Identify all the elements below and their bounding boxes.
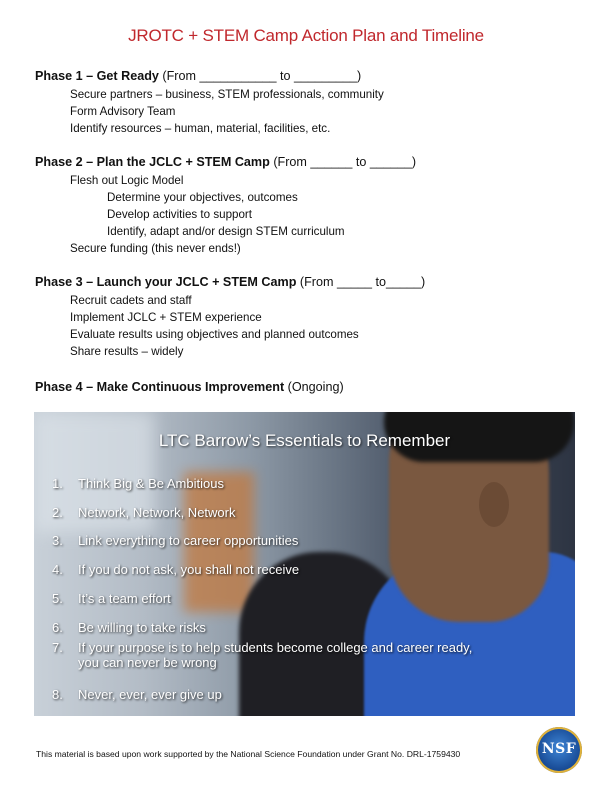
essential-item (52, 591, 171, 606)
essential-text: Be willing to take risks (78, 620, 206, 635)
phase-2-item: Flesh out Logic Model (70, 174, 184, 187)
page-title: JROTC + STEM Camp Action Plan and Timeline (128, 26, 484, 45)
phase-2-subitem: Identify, adapt and/or design STEM curriculum (107, 225, 345, 238)
essential-number: 2. (52, 505, 63, 520)
essential-item (52, 687, 222, 702)
phase-1-range: (From ___________ to _________) (162, 69, 362, 83)
phase-4-range: (Ongoing) (287, 380, 344, 394)
essential-text: Network, Network, Network (78, 505, 236, 520)
essential-item (52, 505, 235, 520)
essential-text-continued: you can never be wrong (78, 655, 217, 670)
phase-3-heading (35, 275, 425, 289)
phase-1-item: Form Advisory Team (70, 105, 176, 118)
footer-note: This material is based upon work supported by the National Science Foundation under Grant No. DRL-1759430 (36, 749, 461, 759)
essentials-panel (34, 412, 575, 716)
essential-number: 3. (52, 533, 63, 548)
phase-4-heading (35, 380, 344, 394)
student-ear (479, 482, 509, 527)
essential-number: 6. (52, 620, 63, 635)
essential-item (52, 476, 224, 491)
essential-number: 8. (52, 687, 63, 702)
phase-3-title: Phase 3 – Launch your JCLC + STEM Camp (35, 275, 297, 289)
essential-text: It’s a team effort (78, 591, 171, 606)
essential-item (52, 533, 298, 548)
phase-2-range: (From ______ to ______) (273, 155, 417, 169)
phase-2-subitem: Develop activities to support (107, 208, 252, 221)
phase-2-title: Phase 2 – Plan the JCLC + STEM Camp (35, 155, 270, 169)
essential-number: 5. (52, 591, 63, 606)
phase-3-item: Recruit cadets and staff (70, 294, 192, 307)
phase-2-heading (35, 155, 416, 169)
phase-3-range: (From _____ to_____) (299, 275, 426, 289)
essential-text: Link everything to career opportunities (78, 533, 299, 548)
phase-1-title: Phase 1 – Get Ready (35, 69, 159, 83)
phase-3-item: Share results – widely (70, 345, 184, 358)
essential-number: 4. (52, 562, 63, 577)
phase-3-item: Evaluate results using objectives and planned outcomes (70, 328, 359, 341)
essential-number: 1. (52, 476, 63, 491)
phase-1-item: Identify resources – human, material, facilities, etc. (70, 122, 331, 135)
phase-3-item: Implement JCLC + STEM experience (70, 311, 262, 324)
essential-text: If you do not ask, you shall not receive (78, 562, 300, 577)
essential-text: Think Big & Be Ambitious (78, 476, 224, 491)
phase-1-item: Secure partners – business, STEM professionals, community (70, 88, 384, 101)
essential-item (52, 640, 472, 670)
essential-number: 7. (52, 640, 63, 655)
phase-4-title: Phase 4 – Make Continuous Improvement (35, 380, 285, 394)
nsf-logo (536, 727, 582, 773)
essential-text: Never, ever, ever give up (78, 687, 222, 702)
phase-2-subitem: Determine your objectives, outcomes (107, 191, 298, 204)
essential-item (52, 562, 299, 577)
essential-text: If your purpose is to help students become college and career ready, (78, 640, 473, 655)
phase-1-heading (35, 69, 361, 83)
essentials-title: LTC Barrow’s Essentials to Remember (158, 431, 451, 450)
essential-text-block (78, 640, 472, 670)
essential-item (52, 620, 206, 635)
nsf-logo-text: NSF (541, 741, 577, 757)
phase-2-item: Secure funding (this never ends!) (70, 242, 241, 255)
